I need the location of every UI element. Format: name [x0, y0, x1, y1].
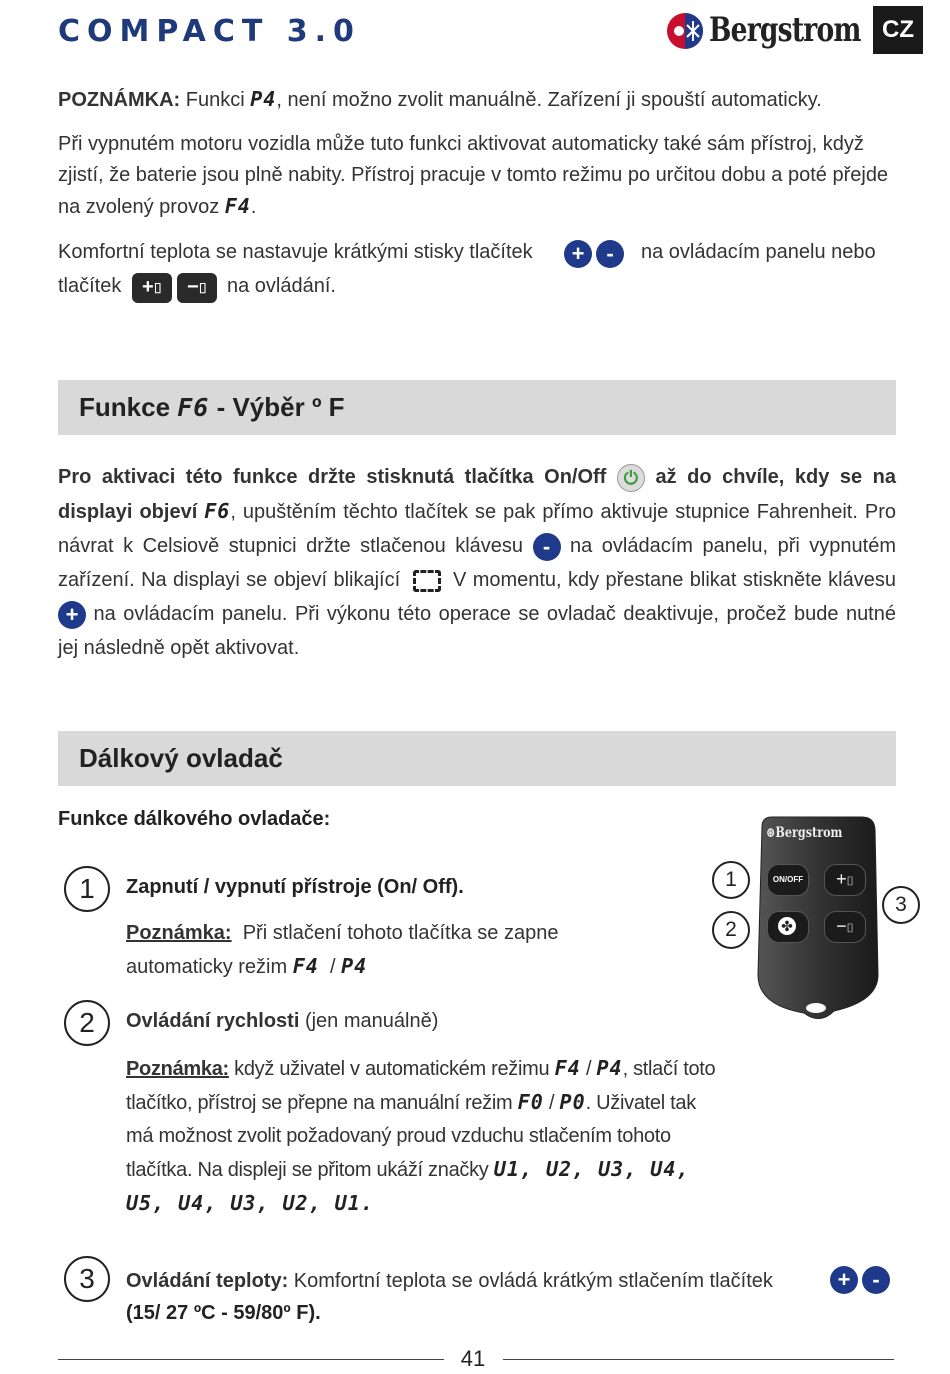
power-icon: ⏻	[617, 464, 645, 492]
fan-icon: ✤	[778, 917, 796, 935]
plus-button-icon: +	[58, 601, 86, 629]
f6-paragraph: Pro aktivaci této funkce držte stisknutá tlačítka On/Off ⏻ až do chvíle, kdy se na displayi objeví F6, upuštěním těchto tlačítek se pak přímo aktivuje stupnice Fahrenheit. Pro návrat k Celsiově stupnici držte stlačenou klávesu - na ovládacím panelu, při vypnutém zařízení. Na displayi se objeví blikající V momentu, kdy přestane blikat stiskněte klávesu + na ovládacím panelu. Při výkonu této operace se ovladač deaktivuje, pročež bude nutné jej následně opět aktivovat.	[58, 460, 896, 665]
plus-button-icon: +	[830, 1266, 858, 1294]
footer-rule-left	[58, 1359, 444, 1360]
temp-up-key-icon: +⌷	[132, 273, 172, 303]
blink-segment-icon	[413, 570, 441, 592]
document-title: COMPACT 3.0	[58, 14, 361, 49]
remote-control-image	[754, 815, 880, 1025]
section-header-remote	[58, 731, 896, 786]
callout-2: 2	[712, 911, 750, 949]
lcd-code: F4	[292, 954, 319, 978]
language-badge: CZ	[873, 6, 923, 54]
item-title: Zapnutí / vypnutí přístroje (On/ Off).	[126, 876, 464, 898]
snowflake-sun-icon	[665, 11, 705, 51]
remote-temp-keys	[132, 273, 217, 303]
remote-brand: ⊛Bergstrom	[766, 825, 843, 841]
lcd-code: F6	[177, 393, 210, 422]
item-title: Ovládání teploty: Komfortní teplota se ovládá krátkým stlačením tlačítek	[126, 1270, 773, 1292]
item-note: Poznámka: Při stlačení tohoto tlačítka se zapne automaticky režim F4 / P4	[126, 922, 559, 978]
comfort-line-2b: na ovládání.	[227, 275, 336, 297]
item-number-2: 2	[64, 1000, 110, 1046]
note-label: POZNÁMKA:	[58, 89, 181, 111]
minus-button-icon: -	[596, 240, 624, 268]
brand-name: Bergstrom	[709, 10, 861, 50]
brand-logo	[665, 8, 865, 54]
remote-fan-button[interactable]	[767, 911, 809, 943]
note-paragraph: POZNÁMKA: Funkci P4, není možno zvolit manuálně. Zařízení ji spouští automaticky.	[58, 87, 822, 111]
lcd-code: F6	[204, 499, 231, 523]
temperature-range: (15/ 27 ºC - 59/80º F).	[126, 1302, 321, 1324]
callout-1: 1	[712, 861, 750, 899]
lcd-code: U1, U2, U3, U4, U5, U4, U3, U2, U1.	[126, 1157, 690, 1215]
remote-onoff-button[interactable]: ON/OFF	[767, 864, 809, 896]
remote-temp-up-button[interactable]: +⌷	[824, 864, 866, 896]
item-note: Poznámka: když uživatel v automatickém režimu F4 / P4, stlačí toto tlačítko, přístroj se přepne na manuální režim F0 / P0. Uživatel tak má možnost zvolit požadovaný proud vzduchu stlačením tohoto tlačítka. Na displeji se přitom ukáží značky U1, U2, U3, U4, U5, U4, U3, U2, U1.	[126, 1056, 716, 1215]
comfort-line-1b: na ovládacím panelu nebo	[641, 241, 876, 263]
section-title: Dálkový ovladač	[79, 743, 283, 773]
lcd-code: F4	[554, 1056, 581, 1080]
minus-button-icon: -	[533, 533, 561, 561]
minus-button-icon: -	[862, 1266, 890, 1294]
footer-rule-right	[503, 1359, 894, 1360]
plus-minus-buttons	[564, 240, 624, 268]
remote-heading: Funkce dálkového ovladače:	[58, 808, 331, 830]
comfort-line-2: tlačítek	[58, 275, 122, 297]
item-number-1: 1	[64, 866, 110, 912]
remote-temp-down-button[interactable]: −⌷	[824, 911, 866, 943]
section-header-f6	[58, 380, 896, 435]
plus-button-icon: +	[564, 240, 592, 268]
page-number: 41	[460, 1346, 486, 1371]
lcd-code: P0	[559, 1090, 586, 1114]
lcd-code: P4	[596, 1056, 623, 1080]
temp-down-key-icon: −⌷	[177, 273, 217, 303]
lcd-code: P4	[250, 87, 277, 111]
item-title: Ovládání rychlosti (jen manuálně)	[126, 1010, 439, 1032]
lcd-code: F0	[517, 1090, 544, 1114]
section-title: Funkce F6 - Výběr º F	[79, 392, 345, 422]
lcd-code: F4	[224, 194, 251, 218]
plus-minus-buttons	[830, 1266, 890, 1294]
callout-3: 3	[882, 886, 920, 924]
item-number-3: 3	[64, 1256, 110, 1302]
lcd-code: P4	[341, 954, 368, 978]
comfort-line-1: Komfortní teplota se nastavuje krátkými stisky tlačítek	[58, 241, 533, 263]
body-paragraph: Při vypnutém motoru vozidla může tuto funkci aktivovat automaticky také sám přístroj, když zjistí, že baterie jsou plně nabity. Přístroj pracuje v tomto režimu po určitou dobu a poté přejde na zvolený provoz F4.	[58, 133, 889, 218]
